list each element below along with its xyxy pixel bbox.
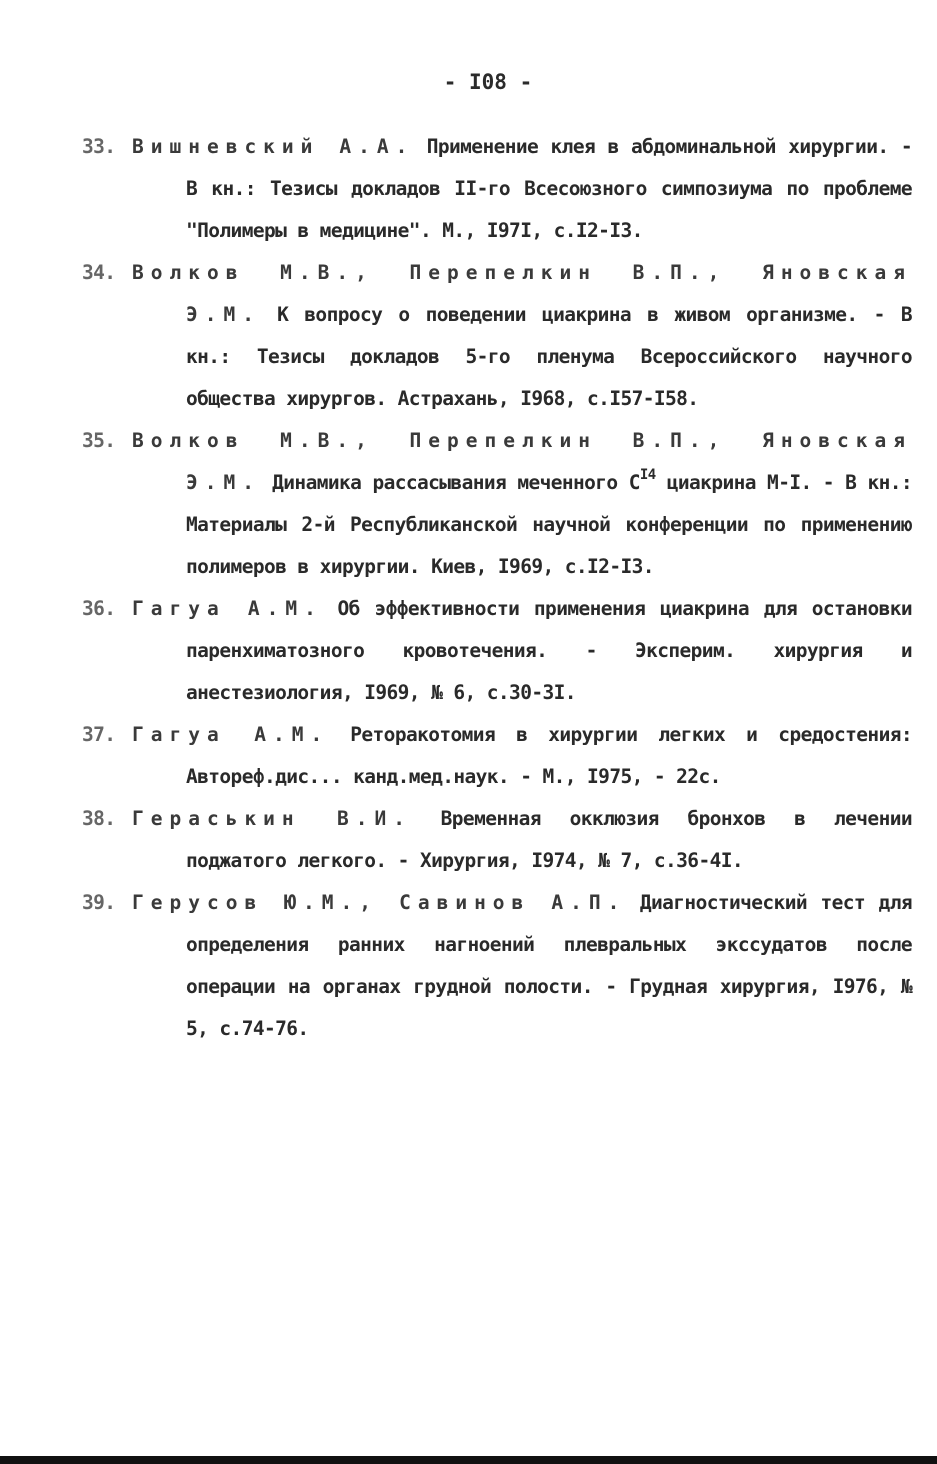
- page-number: - I08 -: [443, 70, 533, 94]
- reference-authors: Гагуа А.М.: [132, 597, 323, 620]
- reference-item: [82, 420, 912, 588]
- reference-authors: Гагуа А.М.: [132, 723, 330, 746]
- reference-text: Временная окклюзия бронхов в лечении поджатого легкого. - Хирургия, I974, № 7, с.36-4I.: [186, 807, 912, 872]
- reference-authors: Гераськин В.И.: [132, 807, 412, 830]
- reference-text: К вопросу о поведении циакрина в живом организме. - В кн.: Тезисы докладов 5-го пленума Всероссийского научного общества хирургов. Астрахань, I968, с.I57-I58.: [186, 303, 913, 410]
- reference-number: 34.: [82, 261, 116, 284]
- reference-text: Об эффективности применения циакрина для остановки паренхиматозного кровотечения. - Эксперим. хирургия и анестезиология, I969, № 6, с.30-3I.: [186, 597, 913, 704]
- reference-item: [82, 714, 912, 798]
- reference-number: 36.: [82, 597, 116, 620]
- reference-authors: Волков М.В., Перепелкин В.П., Яновская Э.М.: [132, 429, 912, 494]
- reference-number: 39.: [82, 891, 116, 914]
- reference-list: [82, 126, 912, 1050]
- reference-text: Диагностический тест для определения ранних нагноений плевральных экссудатов после операции на органах грудной полости. - Грудная хирургия, I976, № 5, с.74-76.: [186, 891, 912, 1040]
- reference-number: 37.: [82, 723, 116, 746]
- reference-item: [82, 588, 913, 714]
- reference-item: [82, 882, 912, 1050]
- reference-authors: Волков М.В., Перепелкин В.П., Яновская Э.М.: [132, 261, 912, 326]
- scan-border: [0, 1456, 937, 1464]
- reference-item: [82, 126, 912, 252]
- reference-authors: Вишневский А.А.: [132, 135, 415, 158]
- reference-authors: Герусов Ю.М., Савинов А.П.: [132, 891, 627, 914]
- reference-text: Реторакотомия в хирургии легких и средостения: Автореф.дис... канд.мед.наук. - М., I975, - 22с.: [186, 723, 912, 788]
- reference-text: Динамика рассасывания меченного С: [272, 471, 640, 494]
- reference-text: Применение клея в абдоминальной хирургии. - В кн.: Тезисы докладов II-го Всесоюзного симпозиума по проблеме "Полимеры в медицине". М., I97I, с.I2-I3.: [186, 135, 912, 242]
- superscript-isotope: I4: [639, 467, 656, 483]
- reference-item: [82, 252, 913, 420]
- reference-number: 38.: [82, 807, 116, 830]
- reference-item: [82, 798, 912, 882]
- reference-number: 33.: [82, 135, 116, 158]
- reference-number: 35.: [82, 429, 116, 452]
- reference-text-continued: циакрина М-I. - В кн.: Материалы 2-й Республиканской научной конференции по применению полимеров в хирургии. Киев, I969, с.I2-I3.: [186, 471, 912, 578]
